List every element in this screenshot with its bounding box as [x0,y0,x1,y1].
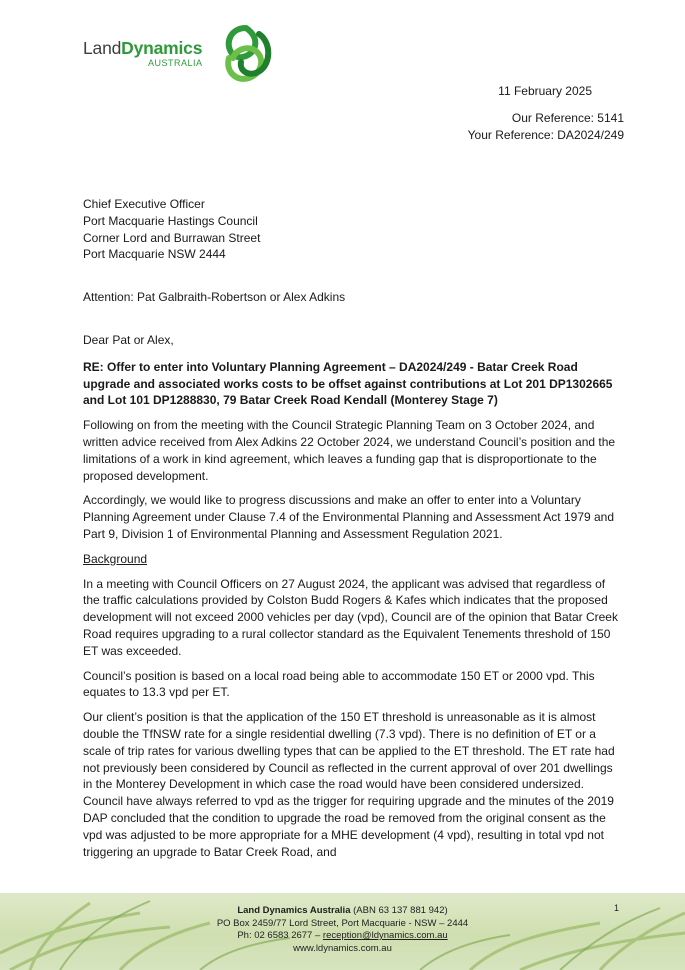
recipient-line-1: Chief Executive Officer [83,197,205,211]
footer [0,893,685,970]
salutation: Dear Pat or Alex, [83,332,174,347]
paragraph-4: Council’s position is based on a local road being able to accommodate 150 ET or 2000 vpd. This equates to 13.3 vpd per ET. [83,668,595,700]
our-reference: Our Reference: 5141 [511,111,624,125]
references [468,110,624,144]
recipient-line-2: Port Macquarie Hastings Council [83,213,258,228]
recipient-line-4: Port Macquarie NSW 2444 [83,247,226,262]
footer-email-link[interactable]: reception@ldynamics.com.au [322,930,448,941]
logo-name-land: Land [83,38,122,58]
company-logo [83,22,283,84]
logo-name-dynamics: Dynamics [121,38,203,58]
footer-company: Land Dynamics Australia [237,905,351,916]
page-number: 1 [614,903,620,913]
your-reference: Your Reference: DA2024/249 [467,128,624,142]
logo-country: AUSTRALIA [148,58,203,68]
footer-contact [0,905,685,955]
footer-address: PO Box 2459/77 Lord Street, Port Macquarie - NSW – 2444 [216,917,469,929]
paragraph-2: Accordingly, we would like to progress discussions and make an offer to enter into a Voluntary Planning Agreement under Clause 7.4 of the Environmental Planning and Assessment Act 1979 and Part 9, Division 1 of Environmental Planning and Assessment Regulation 2021. [83,493,615,541]
knot-icon [219,22,273,84]
letter-date: 11 February 2025 [498,84,592,98]
recipient-line-3: Corner Lord and Burrawan Street [83,230,261,245]
footer-phone: Ph: 02 6583 2677 – [237,930,323,941]
logo-wordmark [83,38,203,68]
paragraph-5: Our client’s position is that the application of the 150 ET threshold is unreasonable as it is almost double the TfNSW rate for a single residential dwelling (7.3 vpd). There is no definition of ET or a scale of trip rates for various dwelling types that can be applied to the ET threshold. The ET rate had not previously been considered by Council as reflected in the current approval of over 201 dwellings in the Monterey Development in which case the road would have been considered undersized. Council have always referred to vpd as the trigger for requiring upgrade and the minutes of the 2019 DAP concluded that the condition to upgrade the road be removed from the original consent as the vpd was adjusted to be more appropriate for a MHE development (4 vpd), resulting in total vpd not triggering an upgrade to Batar Creek Road, and [83,710,615,859]
footer-abn: (ABN 63 137 881 942) [350,905,448,916]
footer-website-link[interactable]: www.ldynamics.com.au [293,942,392,954]
attention-line: Attention: Pat Galbraith-Robertson or Alex Adkins [83,290,346,305]
subject-line: RE: Offer to enter into Voluntary Planning Agreement – DA2024/249 - Batar Creek Road upgrade and associated works costs to be offset against contributions at Lot 201 DP1302665 and Lot 101 DP1288830, 79 Batar Creek Road Kendall (Monterey Stage 7) [83,359,613,408]
paragraph-3: In a meeting with Council Officers on 27 August 2024, the applicant was advised that regardless of the traffic calculations provided by Colston Budd Rogers & Kafes which indicates that the proposed development will not exceed 2000 vehicles per day (vpd), Council are of the opinion that Batar Creek Road requires upgrading to a rural collector standard as the Equivalent Tenements threshold of 150 ET was exceeded. [83,576,618,658]
recipient-address [83,196,623,263]
section-heading-background: Background [83,551,148,566]
paragraph-1: Following on from the meeting with the Council Strategic Planning Team on 3 October 2024, and written advice received from Alex Adkins 22 October 2024, we understand Council’s position and the limitations of a work in kind agreement, which leaves a funding gap that is disproportionate to the proposed development. [83,418,616,483]
letter-body [83,196,623,868]
